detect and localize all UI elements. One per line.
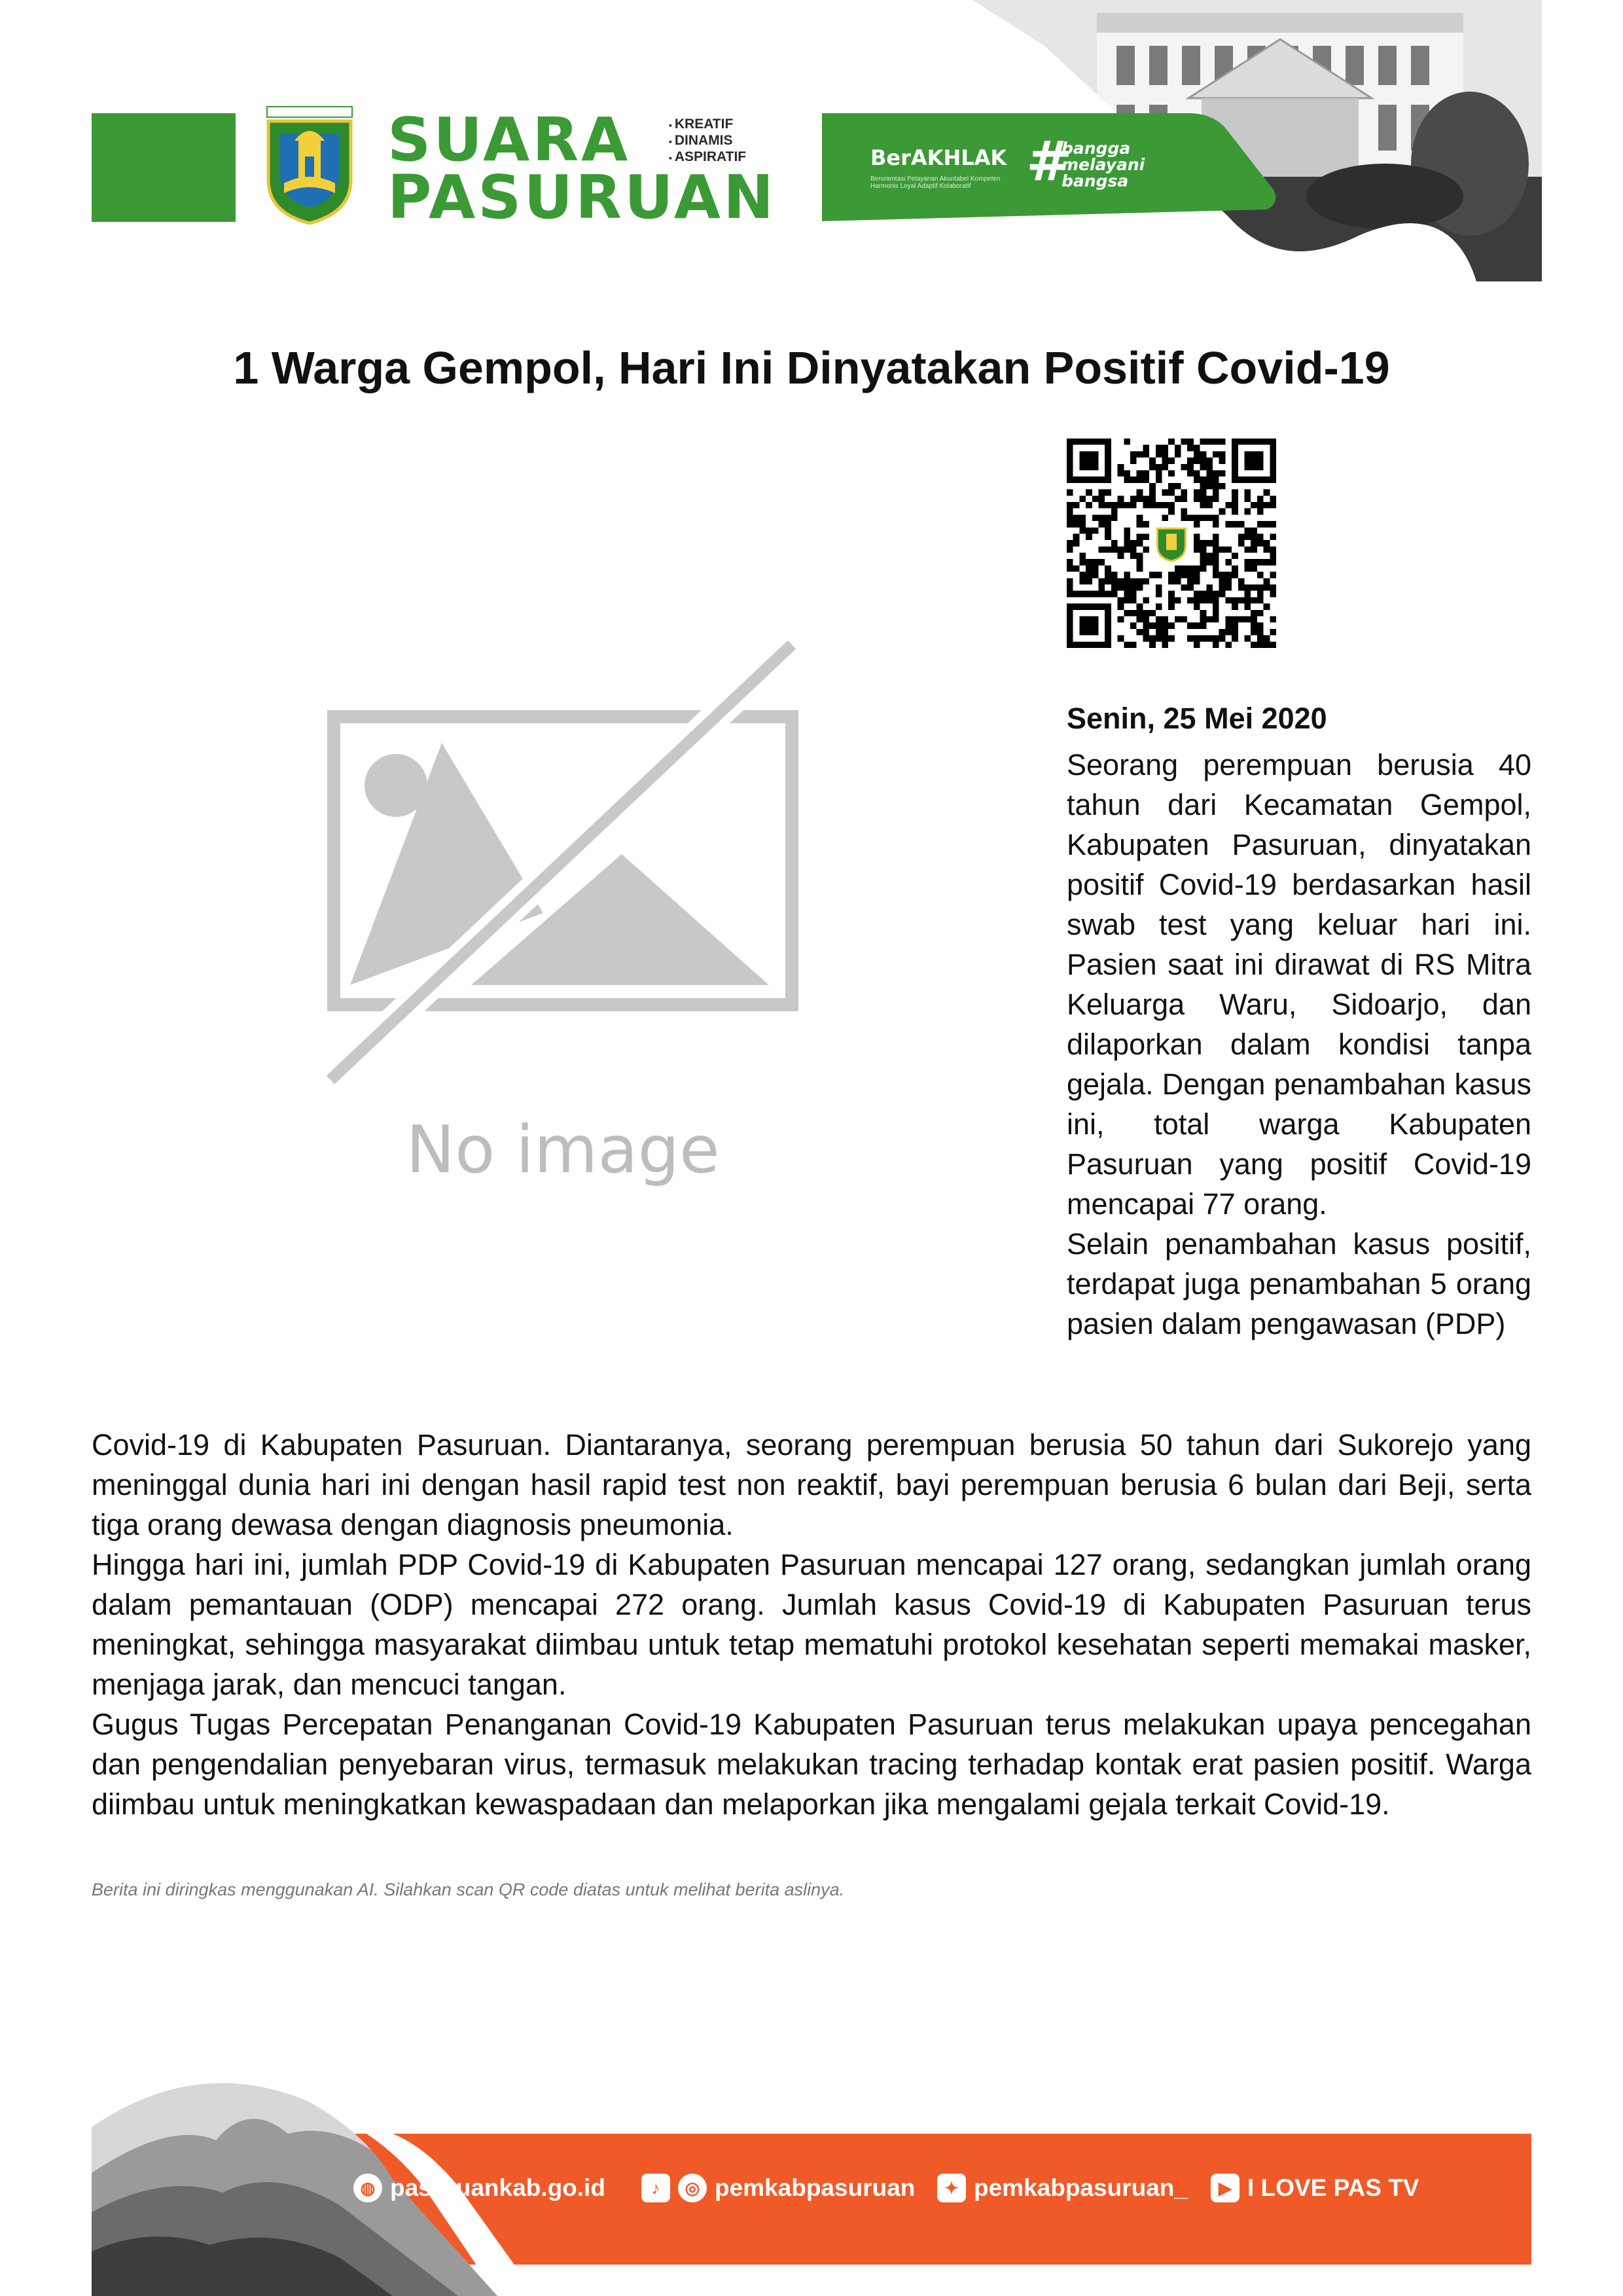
no-image-label: No image [406,1111,720,1188]
paragraph-4: Gugus Tugas Percepatan Penanganan Covid-19 Kabupaten Pasuruan terus melakukan upaya pencegahan dan pengendalian penyebaran virus, termasuk melakukan tracing terhadap kontak erat pasien positif. Warga diimbau untuk meningkatkan kewaspadaan dan melaporkan jika mengalami gejala terkait Covid-19. [92,1708,1531,1821]
twitter-handle: pemkabpasuruan_ [974,2174,1188,2201]
footer-tiktok-instagram[interactable] [641,2172,915,2204]
brand-tagline [669,117,746,166]
paragraph-2-start: Selain penambahan kasus positif, terdapat juga penambahan 5 orang pasien dalam pengawasan (PDP) [1067,1227,1531,1340]
footer-youtube[interactable] [1211,2172,1419,2204]
paragraph-1: Seorang perempuan berusia 40 tahun dari Kecamatan Gempol, Kabupaten Pasuruan, dinyatakan positif Covid-19 berdasarkan hasil swab test yang keluar hari ini. Pasien saat ini dirawat di RS Mitra Keluarga Waru, Sidoarjo, dan dilaporkan dalam kondisi tanpa gejala. Dengan penambahan kasus ini, total warga Kabupaten Pasuruan yang positif Covid-19 mencapai 77 orang. [1067,748,1531,1221]
tiktok-instagram-handle: pemkabpasuruan [715,2174,916,2201]
twitter-icon: ✦ [937,2174,966,2202]
no-image-placeholder-icon [324,632,802,1149]
bangga-line: bangga [1061,139,1131,158]
header-building-banner [822,0,1542,281]
ai-summary-note: Berita ini diringkas menggunakan AI. Silahkan scan QR code diatas untuk melihat berita aslinya. [92,1880,845,1899]
article-body [92,1425,1531,1824]
footer-twitter[interactable] [937,2172,1188,2204]
tiktok-icon: ♪ [641,2174,670,2202]
globe-icon: ◍ [353,2174,382,2202]
paragraph-3: Hingga hari ini, jumlah PDP Covid-19 di Kabupaten Pasuruan mencapai 127 orang, sedangkan jumlah orang dalam pemantauan (ODP) mencapai 272 orang. Jumlah kasus Covid-19 di Kabupaten Pasuruan terus meningkat, sehingga masyarakat diimbau untuk tetap mematuhi protokol kesehatan seperti memakai masker, menjaga jarak, dan mencuci tangan. [92,1548,1531,1701]
berakhlak-subtitle: Berorientasi Pelayanan Akuntabel Kompeten Harmonis Loyal Adaptif Kolaboratif [870,175,1001,190]
kabupaten-crest-icon [260,101,359,226]
footer-website[interactable] [353,2172,605,2204]
bangga-melayani-bangsa-logo [1061,140,1145,189]
brand-line-2: PASURUAN [387,162,777,232]
youtube-channel: I LOVE PAS TV [1247,2174,1419,2201]
youtube-icon: ▶ [1211,2174,1240,2202]
bangga-line: bangsa [1061,171,1129,190]
website-label: pasuruankab.go.id [390,2174,605,2201]
brand-line-1: SUARA [387,105,631,175]
tagline-item: ▪ DINAMIS [669,133,746,149]
article-date: Senin, 25 Mei 2020 [1067,702,1327,735]
tagline-item: ▪ ASPIRATIF [669,149,746,166]
bangga-line: melayani [1061,155,1145,174]
article-column [1067,745,1531,1344]
hashtag-icon: # [1026,129,1073,193]
instagram-icon: ◎ [678,2174,707,2202]
qr-code[interactable] [1067,439,1276,648]
suara-pasuruan-logo [387,105,806,232]
paragraph-2-rest: Covid-19 di Kabupaten Pasuruan. Diantaranya, seorang perempuan berusia 50 tahun dari Sukorejo yang meninggal dunia hari ini dengan hasil rapid test non reaktif, bayi perempuan berusia 6 bulan dari Beji, serta tiga orang dewasa dengan diagnosis pneumonia. [92,1428,1531,1541]
tagline-item: ▪ KREATIF [669,117,746,133]
article-title: 1 Warga Gempol, Hari Ini Dinyatakan Positif Covid-19 [233,342,1390,393]
berakhlak-logo-text: BerAKHLAK [870,145,1007,170]
header-green-bar [92,113,236,222]
